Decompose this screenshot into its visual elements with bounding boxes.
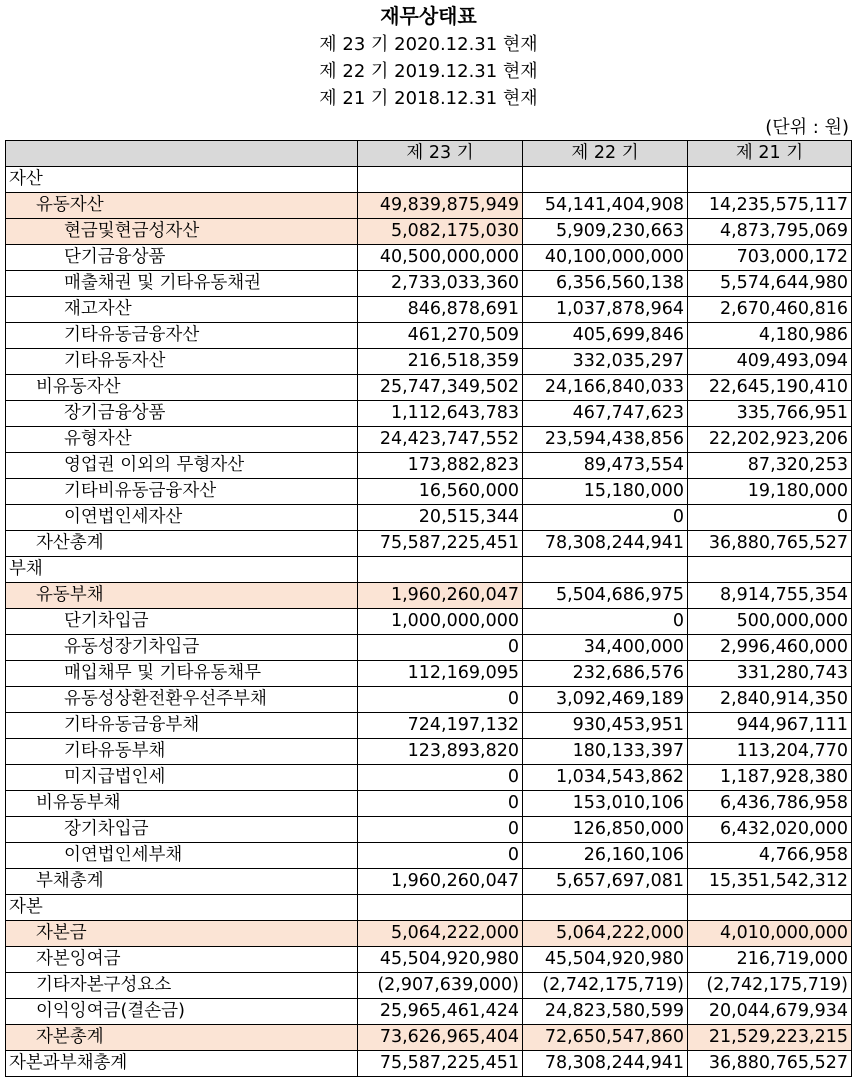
account-label: 재고자산 xyxy=(6,297,358,323)
table-row xyxy=(6,843,852,869)
table-row xyxy=(6,765,852,791)
amount-cell: 0 xyxy=(688,505,852,531)
amount-cell: 113,204,770 xyxy=(688,739,852,765)
account-label: 장기차입금 xyxy=(6,817,358,843)
table-row xyxy=(6,375,852,401)
account-label: 기타유동금융자산 xyxy=(6,323,358,349)
table-row xyxy=(6,635,852,661)
amount-cell: 24,166,840,033 xyxy=(523,375,688,401)
account-label: 장기금융상품 xyxy=(6,401,358,427)
account-label: 비유동부채 xyxy=(6,791,358,817)
amount-cell: 78,308,244,941 xyxy=(523,531,688,557)
amount-cell: 0 xyxy=(358,791,523,817)
amount-cell: 5,909,230,663 xyxy=(523,219,688,245)
account-label: 미지급법인세 xyxy=(6,765,358,791)
table-row xyxy=(6,271,852,297)
table-row xyxy=(6,323,852,349)
table-row xyxy=(6,167,852,193)
amount-cell: 1,034,543,862 xyxy=(523,765,688,791)
table-row xyxy=(6,219,852,245)
amount-cell: 14,235,575,117 xyxy=(688,193,852,219)
table-row xyxy=(6,1025,852,1051)
amount-cell: 5,657,697,081 xyxy=(523,869,688,895)
amount-cell: 40,500,000,000 xyxy=(358,245,523,271)
account-label: 부채총계 xyxy=(6,869,358,895)
account-label: 매출채권 및 기타유동채권 xyxy=(6,271,358,297)
account-label: 이연법인세자산 xyxy=(6,505,358,531)
table-row xyxy=(6,557,852,583)
account-label: 기타유동부채 xyxy=(6,739,358,765)
table-row xyxy=(6,661,852,687)
amount-cell: 5,064,222,000 xyxy=(358,921,523,947)
amount-cell: 5,574,644,980 xyxy=(688,271,852,297)
amount-cell: 724,197,132 xyxy=(358,713,523,739)
table-row xyxy=(6,817,852,843)
amount-cell: 89,473,554 xyxy=(523,453,688,479)
table-row xyxy=(6,401,852,427)
amount-cell: 78,308,244,941 xyxy=(523,1051,688,1077)
amount-cell: 467,747,623 xyxy=(523,401,688,427)
amount-cell: 8,914,755,354 xyxy=(688,583,852,609)
amount-cell: 24,823,580,599 xyxy=(523,999,688,1025)
amount-cell: 15,351,542,312 xyxy=(688,869,852,895)
amount-cell: 405,699,846 xyxy=(523,323,688,349)
amount-cell xyxy=(523,167,688,193)
amount-cell: (2,742,175,719) xyxy=(523,973,688,999)
amount-cell: 216,719,000 xyxy=(688,947,852,973)
amount-cell: 75,587,225,451 xyxy=(358,531,523,557)
account-label: 기타비유동금융자산 xyxy=(6,479,358,505)
account-label: 비유동자산 xyxy=(6,375,358,401)
amount-cell xyxy=(688,557,852,583)
amount-cell: 25,747,349,502 xyxy=(358,375,523,401)
amount-cell: 36,880,765,527 xyxy=(688,1051,852,1077)
table-row xyxy=(6,609,852,635)
amount-cell: 180,133,397 xyxy=(523,739,688,765)
amount-cell: 331,280,743 xyxy=(688,661,852,687)
amount-cell: 49,839,875,949 xyxy=(358,193,523,219)
account-label: 단기차입금 xyxy=(6,609,358,635)
amount-cell: 461,270,509 xyxy=(358,323,523,349)
amount-cell: 173,882,823 xyxy=(358,453,523,479)
amount-cell: 846,878,691 xyxy=(358,297,523,323)
amount-cell: 944,967,111 xyxy=(688,713,852,739)
amount-cell: 22,202,923,206 xyxy=(688,427,852,453)
table-row xyxy=(6,531,852,557)
amount-cell: (2,907,639,000) xyxy=(358,973,523,999)
amount-cell: 1,960,260,047 xyxy=(358,583,523,609)
amount-cell: 20,515,344 xyxy=(358,505,523,531)
amount-cell: 2,840,914,350 xyxy=(688,687,852,713)
table-row xyxy=(6,505,852,531)
amount-cell: 21,529,223,215 xyxy=(688,1025,852,1051)
amount-cell: 1,187,928,380 xyxy=(688,765,852,791)
amount-cell: 2,670,460,816 xyxy=(688,297,852,323)
account-label: 유형자산 xyxy=(6,427,358,453)
account-label: 유동성장기차입금 xyxy=(6,635,358,661)
amount-cell: 5,082,175,030 xyxy=(358,219,523,245)
amount-cell: 6,432,020,000 xyxy=(688,817,852,843)
amount-cell: 1,037,878,964 xyxy=(523,297,688,323)
table-row xyxy=(6,739,852,765)
amount-cell: 4,180,986 xyxy=(688,323,852,349)
table-row xyxy=(6,297,852,323)
account-label: 기타유동자산 xyxy=(6,349,358,375)
table-row xyxy=(6,245,852,271)
amount-cell: 5,504,686,975 xyxy=(523,583,688,609)
amount-cell: 0 xyxy=(358,765,523,791)
amount-cell: 703,000,172 xyxy=(688,245,852,271)
amount-cell: 6,356,560,138 xyxy=(523,271,688,297)
table-row xyxy=(6,349,852,375)
amount-cell: 16,560,000 xyxy=(358,479,523,505)
table-row xyxy=(6,869,852,895)
period-22: 제 22 기 2019.12.31 현재 xyxy=(319,61,538,82)
amount-cell: 54,141,404,908 xyxy=(523,193,688,219)
amount-cell: 40,100,000,000 xyxy=(523,245,688,271)
table-row xyxy=(6,479,852,505)
amount-cell: 34,400,000 xyxy=(523,635,688,661)
amount-cell: 19,180,000 xyxy=(688,479,852,505)
amount-cell: 930,453,951 xyxy=(523,713,688,739)
amount-cell xyxy=(523,557,688,583)
amount-cell: 332,035,297 xyxy=(523,349,688,375)
amount-cell: 24,423,747,552 xyxy=(358,427,523,453)
account-label: 자본 xyxy=(6,895,358,921)
account-label: 매입채무 및 기타유동채무 xyxy=(6,661,358,687)
amount-cell: 1,960,260,047 xyxy=(358,869,523,895)
amount-cell: 216,518,359 xyxy=(358,349,523,375)
balance-sheet-table xyxy=(5,140,852,1077)
table-row xyxy=(6,973,852,999)
amount-cell: 335,766,951 xyxy=(688,401,852,427)
account-label: 자본과부채총계 xyxy=(6,1051,358,1077)
amount-cell xyxy=(358,167,523,193)
amount-cell: 26,160,106 xyxy=(523,843,688,869)
table-row xyxy=(6,453,852,479)
amount-cell: 72,650,547,860 xyxy=(523,1025,688,1051)
account-label: 자산총계 xyxy=(6,531,358,557)
amount-cell xyxy=(523,895,688,921)
account-label: 자본총계 xyxy=(6,1025,358,1051)
amount-cell: 25,965,461,424 xyxy=(358,999,523,1025)
amount-cell: 23,594,438,856 xyxy=(523,427,688,453)
account-label: 유동부채 xyxy=(6,583,358,609)
amount-cell: 22,645,190,410 xyxy=(688,375,852,401)
amount-cell: 0 xyxy=(358,817,523,843)
table-row xyxy=(6,791,852,817)
account-label: 이익잉여금(결손금) xyxy=(6,999,358,1025)
amount-cell: 6,436,786,958 xyxy=(688,791,852,817)
account-label: 기타자본구성요소 xyxy=(6,973,358,999)
amount-cell: 4,010,000,000 xyxy=(688,921,852,947)
amount-cell: 0 xyxy=(358,635,523,661)
table-row xyxy=(6,427,852,453)
amount-cell: 1,112,643,783 xyxy=(358,401,523,427)
header-row xyxy=(6,141,852,167)
amount-cell: 0 xyxy=(523,505,688,531)
document-title: 재무상태표 xyxy=(380,4,477,28)
amount-cell: 123,893,820 xyxy=(358,739,523,765)
amount-cell: 1,000,000,000 xyxy=(358,609,523,635)
table-row xyxy=(6,999,852,1025)
header-period-22: 제 22 기 xyxy=(523,141,688,167)
account-label: 자본잉여금 xyxy=(6,947,358,973)
amount-cell: 232,686,576 xyxy=(523,661,688,687)
amount-cell: 87,320,253 xyxy=(688,453,852,479)
period-21: 제 21 기 2018.12.31 현재 xyxy=(319,88,538,109)
table-row xyxy=(6,687,852,713)
amount-cell xyxy=(688,895,852,921)
header-period-21: 제 21 기 xyxy=(688,141,852,167)
amount-cell: 112,169,095 xyxy=(358,661,523,687)
account-label: 자산 xyxy=(6,167,358,193)
header-period-23: 제 23 기 xyxy=(358,141,523,167)
account-label: 유동자산 xyxy=(6,193,358,219)
amount-cell: 4,766,958 xyxy=(688,843,852,869)
amount-cell: 409,493,094 xyxy=(688,349,852,375)
amount-cell: 75,587,225,451 xyxy=(358,1051,523,1077)
amount-cell: 45,504,920,980 xyxy=(358,947,523,973)
unit-label: (단위 : 원) xyxy=(765,117,849,138)
amount-cell: 0 xyxy=(358,843,523,869)
amount-cell xyxy=(358,557,523,583)
table-row xyxy=(6,895,852,921)
amount-cell: 0 xyxy=(523,609,688,635)
amount-cell: 4,873,795,069 xyxy=(688,219,852,245)
table-row xyxy=(6,713,852,739)
account-label: 부채 xyxy=(6,557,358,583)
amount-cell xyxy=(688,167,852,193)
amount-cell: 2,733,033,360 xyxy=(358,271,523,297)
amount-cell: 0 xyxy=(358,687,523,713)
table-row xyxy=(6,583,852,609)
table-row xyxy=(6,921,852,947)
amount-cell: 153,010,106 xyxy=(523,791,688,817)
account-label: 단기금융상품 xyxy=(6,245,358,271)
table-row xyxy=(6,1051,852,1077)
amount-cell: 500,000,000 xyxy=(688,609,852,635)
amount-cell: 73,626,965,404 xyxy=(358,1025,523,1051)
amount-cell: 20,044,679,934 xyxy=(688,999,852,1025)
account-label: 영업권 이외의 무형자산 xyxy=(6,453,358,479)
amount-cell: 2,996,460,000 xyxy=(688,635,852,661)
amount-cell: (2,742,175,719) xyxy=(688,973,852,999)
period-23: 제 23 기 2020.12.31 현재 xyxy=(319,34,538,55)
amount-cell: 36,880,765,527 xyxy=(688,531,852,557)
amount-cell xyxy=(358,895,523,921)
amount-cell: 45,504,920,980 xyxy=(523,947,688,973)
account-label: 이연법인세부채 xyxy=(6,843,358,869)
table-row xyxy=(6,947,852,973)
account-label: 기타유동금융부채 xyxy=(6,713,358,739)
account-label: 현금및현금성자산 xyxy=(6,219,358,245)
account-label: 자본금 xyxy=(6,921,358,947)
amount-cell: 3,092,469,189 xyxy=(523,687,688,713)
amount-cell: 15,180,000 xyxy=(523,479,688,505)
header-account xyxy=(6,141,358,167)
table-row xyxy=(6,193,852,219)
amount-cell: 126,850,000 xyxy=(523,817,688,843)
account-label: 유동성상환전환우선주부채 xyxy=(6,687,358,713)
amount-cell: 5,064,222,000 xyxy=(523,921,688,947)
